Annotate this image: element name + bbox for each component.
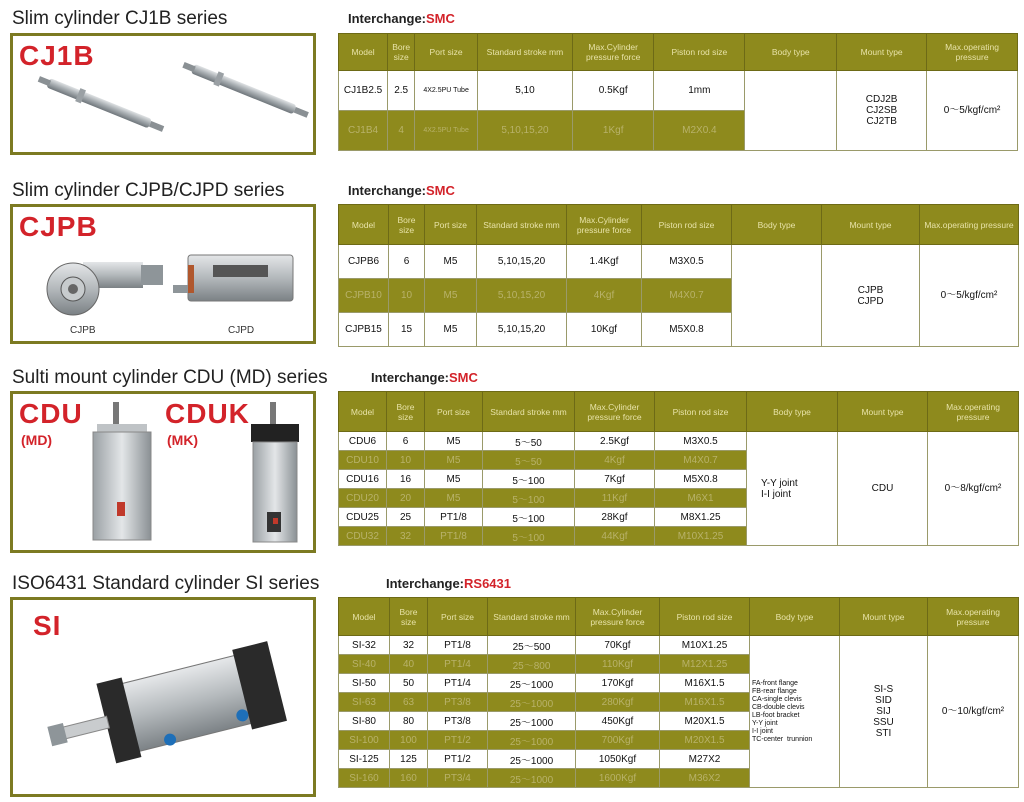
cell-max-pressure: 0～10/kgf/cm² <box>928 636 1019 788</box>
cell-rod: M36X2 <box>660 769 750 788</box>
table-row <box>339 71 1018 111</box>
cell-mount-type: CDU <box>838 432 928 546</box>
cell-bore: 63 <box>390 693 428 712</box>
cell-model: CJ1B2.5 <box>339 71 388 111</box>
cell-port: PT3/4 <box>428 769 488 788</box>
cell-rod: M8X1.25 <box>655 508 747 527</box>
cell-stroke: 25～1000 <box>488 769 576 788</box>
cell-stroke: 25～500 <box>488 636 576 655</box>
cell-force: 170Kgf <box>576 674 660 693</box>
header-cell: Max.operating pressure <box>927 34 1018 71</box>
cell-port: M5 <box>425 313 477 347</box>
interchange-text: Interchange: <box>348 11 427 26</box>
cell-bore: 160 <box>390 769 428 788</box>
cell-body-type <box>745 71 837 151</box>
table-row <box>339 432 1019 451</box>
interchange-label-cdu <box>371 370 478 385</box>
header-cell: Model <box>339 598 390 636</box>
cell-stroke: 5,10,15,20 <box>477 313 567 347</box>
cell-port: 4X2.5PU Tube <box>415 111 478 151</box>
product-badge: SI <box>33 610 62 641</box>
cell-model: CJPB15 <box>339 313 389 347</box>
table-header-row <box>339 392 1019 432</box>
cell-rod: M10X1.25 <box>655 527 747 546</box>
section-title-cjpb: Slim cylinder CJPB/CJPD series <box>12 180 285 201</box>
header-cell: Mount type <box>822 205 920 245</box>
cell-force: 700Kgf <box>576 731 660 750</box>
section-title-cdu: Sulti mount cylinder CDU (MD) series <box>12 367 328 388</box>
cell-rod: M20X1.5 <box>660 712 750 731</box>
cell-model: SI-80 <box>339 712 390 731</box>
cell-bore: 20 <box>387 489 425 508</box>
cell-body-type: FA-front flange FB-rear flange CA-single clevis CB-double clevis LB-foot bracket Y-Y joint I-I joint TC-center trunnion <box>750 636 840 788</box>
cell-rod: M3X0.5 <box>642 245 732 279</box>
cell-rod: M16X1.5 <box>660 674 750 693</box>
spec-table-cj1b <box>338 33 1018 151</box>
cell-bore: 125 <box>390 750 428 769</box>
cell-force: 2.5Kgf <box>575 432 655 451</box>
cell-force: 450Kgf <box>576 712 660 731</box>
cell-max-pressure: 0～5/kgf/cm² <box>927 71 1018 151</box>
cell-stroke: 5～50 <box>483 451 575 470</box>
header-cell: Model <box>339 34 388 71</box>
table-row <box>339 245 1019 279</box>
cell-force: 4Kgf <box>567 279 642 313</box>
cell-bore: 2.5 <box>388 71 415 111</box>
header-cell: Bore size <box>388 34 415 71</box>
cell-stroke: 5～100 <box>483 527 575 546</box>
header-cell: Max.Cylinder pressure force <box>567 205 642 245</box>
cell-body-type <box>732 245 822 347</box>
product-sub-md: (MD) <box>21 432 53 448</box>
product-photo-cdu <box>10 391 316 553</box>
product-badge: CDU <box>19 398 83 429</box>
cell-rod: M3X0.5 <box>655 432 747 451</box>
header-cell: Mount type <box>838 392 928 432</box>
product-photo-si <box>10 597 316 797</box>
cell-port: M5 <box>425 432 483 451</box>
cell-model: CDU20 <box>339 489 387 508</box>
cell-body-type: Y-Y joint I-I joint <box>747 432 838 546</box>
table-header-row <box>339 34 1018 71</box>
cell-bore: 40 <box>390 655 428 674</box>
cell-port: PT1/4 <box>428 655 488 674</box>
header-cell: Port size <box>428 598 488 636</box>
cell-bore: 6 <box>387 432 425 451</box>
cell-model: CDU16 <box>339 470 387 489</box>
header-cell: Piston rod size <box>655 392 747 432</box>
cell-mount-type: CJPB CJPD <box>822 245 920 347</box>
cell-port: M5 <box>425 489 483 508</box>
header-cell: Max.Cylinder pressure force <box>575 392 655 432</box>
header-cell: Standard stroke mm <box>477 34 572 71</box>
header-cell: Piston rod size <box>660 598 750 636</box>
cell-force: 28Kgf <box>575 508 655 527</box>
interchange-text: Interchange: <box>386 576 465 591</box>
cell-bore: 15 <box>389 313 425 347</box>
cell-port: PT1/8 <box>425 527 483 546</box>
cell-stroke: 5～100 <box>483 508 575 527</box>
header-cell: Body type <box>732 205 822 245</box>
header-cell: Port size <box>425 205 477 245</box>
cell-model: SI-160 <box>339 769 390 788</box>
header-cell: Body type <box>750 598 840 636</box>
cduk-cylinder <box>251 402 299 542</box>
product-photo-cj1b <box>10 33 316 155</box>
cell-stroke: 5,10,15,20 <box>477 111 572 151</box>
product-photo-cjpb <box>10 204 316 344</box>
interchange-brand: SMC <box>426 11 455 26</box>
cell-bore: 32 <box>390 636 428 655</box>
cell-bore: 80 <box>390 712 428 731</box>
cell-port: PT3/8 <box>428 712 488 731</box>
cell-stroke: 25～1000 <box>488 750 576 769</box>
interchange-brand: SMC <box>449 370 478 385</box>
interchange-text: Interchange: <box>348 183 427 198</box>
caption-cjpd: CJPD <box>228 325 255 336</box>
cell-mount-type: SI-S SID SIJ SSU STI <box>840 636 928 788</box>
product-badge-2: CDUK <box>165 398 250 429</box>
cell-force: 1600Kgf <box>576 769 660 788</box>
cell-model: CDU10 <box>339 451 387 470</box>
spec-table-cdu <box>338 391 1019 546</box>
header-cell: Max.Cylinder pressure force <box>572 34 653 71</box>
header-cell: Max.operating pressure <box>920 205 1019 245</box>
header-cell: Body type <box>747 392 838 432</box>
header-cell: Model <box>339 392 387 432</box>
header-cell: Standard stroke mm <box>477 205 567 245</box>
header-cell: Body type <box>745 34 837 71</box>
cell-bore: 10 <box>389 279 425 313</box>
cell-bore: 32 <box>387 527 425 546</box>
cell-bore: 50 <box>390 674 428 693</box>
cell-bore: 6 <box>389 245 425 279</box>
cell-rod: M20X1.5 <box>660 731 750 750</box>
caption-cjpb: CJPB <box>70 325 96 336</box>
cell-force: 11Kgf <box>575 489 655 508</box>
cell-rod: M27X2 <box>660 750 750 769</box>
cell-port: PT1/4 <box>428 674 488 693</box>
table-header-row <box>339 598 1019 636</box>
interchange-label-si <box>386 576 511 591</box>
cell-max-pressure: 0～8/kgf/cm² <box>928 432 1019 546</box>
cell-port: PT1/8 <box>425 508 483 527</box>
cell-force: 0.5Kgf <box>572 71 653 111</box>
header-cell: Standard stroke mm <box>488 598 576 636</box>
cell-rod: M5X0.8 <box>655 470 747 489</box>
cell-stroke: 5～100 <box>483 470 575 489</box>
interchange-brand: SMC <box>426 183 455 198</box>
interchange-label-cjpb <box>348 183 455 198</box>
cell-bore: 10 <box>387 451 425 470</box>
cell-port: M5 <box>425 279 477 313</box>
table-row <box>339 636 1019 655</box>
cell-rod: M16X1.5 <box>660 693 750 712</box>
cell-stroke: 5,10,15,20 <box>477 245 567 279</box>
cell-force: 70Kgf <box>576 636 660 655</box>
cell-model: CJPB10 <box>339 279 389 313</box>
section-title-cj1b: Slim cylinder CJ1B series <box>12 8 228 29</box>
header-cell: Max.operating pressure <box>928 598 1019 636</box>
cylinder-image-si <box>13 600 313 794</box>
header-cell: Mount type <box>840 598 928 636</box>
cell-model: SI-40 <box>339 655 390 674</box>
cell-force: 44Kgf <box>575 527 655 546</box>
cell-port: M5 <box>425 451 483 470</box>
cell-stroke: 25～1000 <box>488 712 576 731</box>
cell-stroke: 25～1000 <box>488 731 576 750</box>
cell-port: PT1/2 <box>428 750 488 769</box>
cell-stroke: 5,10 <box>477 71 572 111</box>
cell-model: CDU6 <box>339 432 387 451</box>
header-cell: Piston rod size <box>654 34 745 71</box>
cell-stroke: 5～100 <box>483 489 575 508</box>
cylinder-image-cj1b <box>13 36 313 152</box>
product-sub-mk: (MK) <box>167 432 199 448</box>
cjpb-cylinder <box>47 262 163 315</box>
cell-model: SI-125 <box>339 750 390 769</box>
cell-stroke: 25～1000 <box>488 693 576 712</box>
cell-rod: M6X1 <box>655 489 747 508</box>
cell-force: 1050Kgf <box>576 750 660 769</box>
cell-bore: 4 <box>388 111 415 151</box>
header-cell: Max.Cylinder pressure force <box>576 598 660 636</box>
header-cell: Bore size <box>390 598 428 636</box>
cell-force: 1Kgf <box>572 111 653 151</box>
cell-model: CJ1B4 <box>339 111 388 151</box>
cell-stroke: 5～50 <box>483 432 575 451</box>
product-badge: CJPB <box>19 211 98 242</box>
header-cell: Piston rod size <box>642 205 732 245</box>
cell-port: M5 <box>425 470 483 489</box>
cell-rod: M2X0.4 <box>654 111 745 151</box>
cell-rod: M4X0.7 <box>655 451 747 470</box>
cell-rod: 1mm <box>654 71 745 111</box>
interchange-brand: RS6431 <box>464 576 511 591</box>
cjpd-cylinder <box>173 255 293 301</box>
interchange-text: Interchange: <box>371 370 450 385</box>
header-cell: Bore size <box>387 392 425 432</box>
cell-port: M5 <box>425 245 477 279</box>
cell-force: 10Kgf <box>567 313 642 347</box>
cdu-cylinder <box>93 402 151 540</box>
cell-model: CDU25 <box>339 508 387 527</box>
spec-table-cjpb <box>338 204 1019 347</box>
interchange-label-cj1b <box>348 11 455 26</box>
cell-port: PT1/8 <box>428 636 488 655</box>
cylinder-image-cjpb <box>13 207 313 341</box>
cell-force: 1.4Kgf <box>567 245 642 279</box>
cell-bore: 100 <box>390 731 428 750</box>
table-header-row <box>339 205 1019 245</box>
cell-rod: M4X0.7 <box>642 279 732 313</box>
cell-bore: 16 <box>387 470 425 489</box>
spec-table-si <box>338 597 1019 788</box>
header-cell: Mount type <box>837 34 927 71</box>
cell-rod: M10X1.25 <box>660 636 750 655</box>
cell-model: CDU32 <box>339 527 387 546</box>
cell-mount-type: CDJ2B CJ2SB CJ2TB <box>837 71 927 151</box>
cell-rod: M5X0.8 <box>642 313 732 347</box>
cell-port: PT1/2 <box>428 731 488 750</box>
header-cell: Standard stroke mm <box>483 392 575 432</box>
cell-model: SI-100 <box>339 731 390 750</box>
cell-stroke: 5,10,15,20 <box>477 279 567 313</box>
header-cell: Port size <box>425 392 483 432</box>
cell-force: 7Kgf <box>575 470 655 489</box>
cell-force: 280Kgf <box>576 693 660 712</box>
header-cell: Max.operating pressure <box>928 392 1019 432</box>
cell-port: 4X2.5PU Tube <box>415 71 478 111</box>
cell-model: SI-32 <box>339 636 390 655</box>
cell-model: CJPB6 <box>339 245 389 279</box>
header-cell: Bore size <box>389 205 425 245</box>
header-cell: Port size <box>415 34 478 71</box>
cell-stroke: 25～800 <box>488 655 576 674</box>
product-badge: CJ1B <box>19 40 95 71</box>
cell-max-pressure: 0～5/kgf/cm² <box>920 245 1019 347</box>
cell-model: SI-50 <box>339 674 390 693</box>
section-title-si: ISO6431 Standard cylinder SI series <box>12 573 320 594</box>
cell-bore: 25 <box>387 508 425 527</box>
cylinder-image-cdu <box>13 394 313 550</box>
cell-rod: M12X1.25 <box>660 655 750 674</box>
cell-model: SI-63 <box>339 693 390 712</box>
header-cell: Model <box>339 205 389 245</box>
cell-stroke: 25～1000 <box>488 674 576 693</box>
cell-force: 4Kgf <box>575 451 655 470</box>
cell-port: PT3/8 <box>428 693 488 712</box>
cell-force: 110Kgf <box>576 655 660 674</box>
